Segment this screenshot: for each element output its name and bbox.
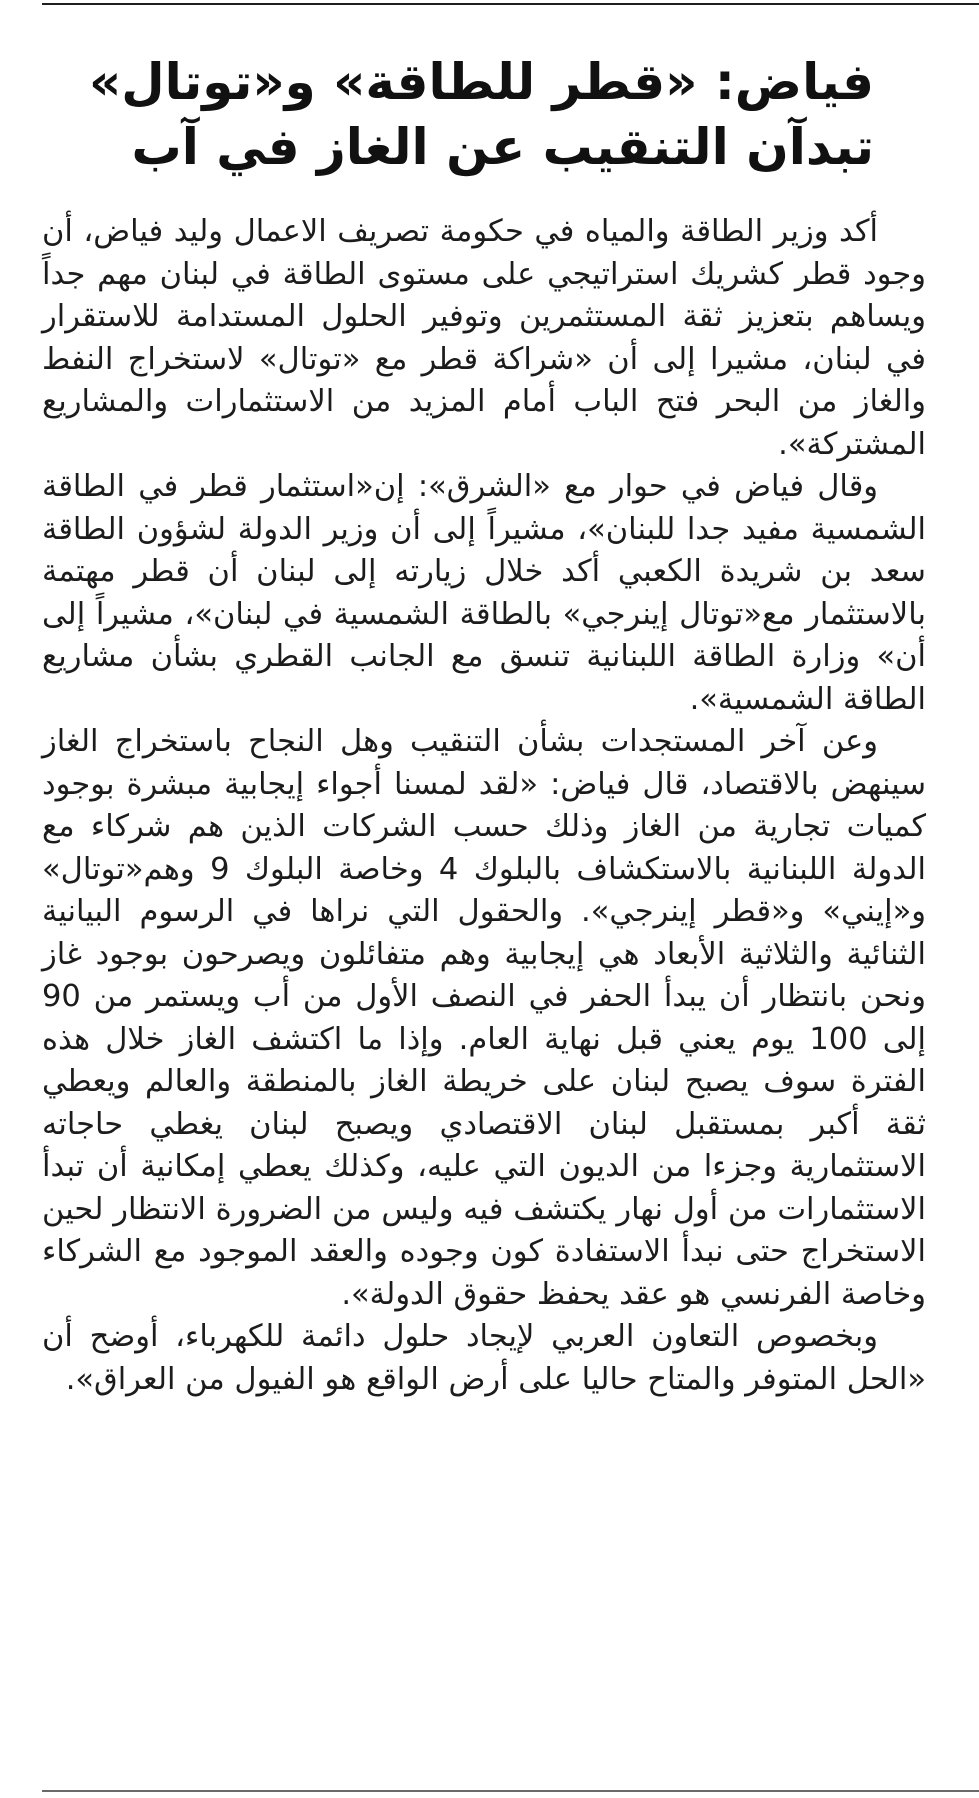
article-body xyxy=(42,211,926,1401)
headline xyxy=(42,50,926,180)
top-rule xyxy=(42,3,979,5)
headline-line-2: تبدآن التنقيب عن الغاز في آب xyxy=(131,118,874,176)
bottom-rule xyxy=(42,1790,979,1792)
headline-line-1: فياض: «قطر للطاقة» و«توتال» xyxy=(88,53,874,111)
news-article xyxy=(42,50,926,1401)
paragraph-3: وعن آخر المستجدات بشأن التنقيب وهل النجاح باستخراج الغاز سينهض بالاقتصاد، قال فياض: «لقد لمسنا أجواء إيجابية مبشرة بوجود كميات تجارية من الغاز وذلك حسب الشركات الذين هم شركاء مع الدولة اللبنانية بالاستكشاف بالبلوك 4 وخاصة البلوك 9 وهم«توتال» و«إيني» و«قطر إينرجي». والحقول التي نراها في الرسوم البيانية الثنائية والثلاثية الأبعاد هي إيجابية وهم متفائلون ويصرحون بوجود غاز ونحن بانتظار أن يبدأ الحفر في النصف الأول من أب ويستمر من 90 إلى 100 يوم يعني قبل نهاية العام. وإذا ما اكتشف الغاز خلال هذه الفترة سوف يصبح لبنان على خريطة الغاز بالمنطقة والعالم ويعطي ثقة أكبر بمستقبل لبنان الاقتصادي ويصبح لبنان يغطي حاجاته الاستثمارية وجزءا من الديون التي عليه، وكذلك يعطي إمكانية أن تبدأ الاستثمارات من أول نهار يكتشف فيه وليس من الضرورة الانتظار لحين الاستخراج حتى نبدأ الاستفادة كون وجوده والعقد الموجود مع الشركاء وخاصة الفرنسي هو عقد يحفظ حقوق الدولة». xyxy=(42,724,926,1312)
paragraph-4: وبخصوص التعاون العربي لإيجاد حلول دائمة للكهرباء، أوضح أن «الحل المتوفر والمتاح حاليا على أرض الواقع هو الفيول من العراق». xyxy=(42,1319,926,1397)
paragraph-1: أكد وزير الطاقة والمياه في حكومة تصريف الاعمال وليد فياض، أن وجود قطر كشريك استراتيجي على مستوى الطاقة في لبنان مهم جداً ويساهم بتعزيز ثقة المستثمرين وتوفير الحلول المستدامة للاستقرار في لبنان، مشيرا إلى أن «شراكة قطر مع «توتال» لاستخراج النفط والغاز من البحر فتح الباب أمام المزيد من الاستثمارات والمشاريع المشتركة». xyxy=(42,214,926,462)
paragraph-2: وقال فياض في حوار مع «الشرق»: إن«استثمار قطر في الطاقة الشمسية مفيد جدا للبنان»، مشيراً إلى أن وزير الدولة لشؤون الطاقة سعد بن شريدة الكعبي أكد خلال زيارته إلى لبنان أن قطر مهتمة بالاستثمار مع«توتال إينرجي» بالطاقة الشمسية في لبنان»، مشيراً إلى أن» وزارة الطاقة اللبنانية تنسق مع الجانب القطري بشأن مشاريع الطاقة الشمسية». xyxy=(42,469,926,717)
